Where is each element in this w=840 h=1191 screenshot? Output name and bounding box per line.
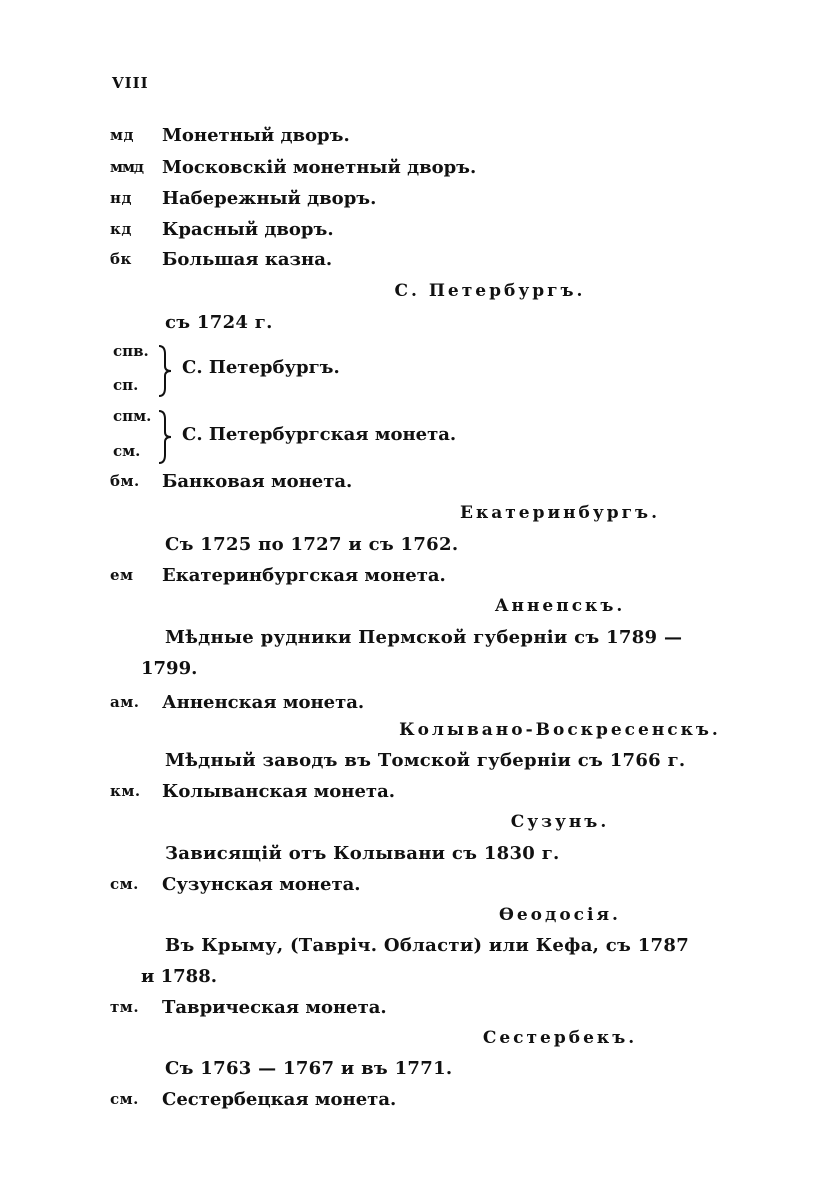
entry-text: Колыванская монета. xyxy=(162,780,395,802)
entry-text: Красный дворъ. xyxy=(162,218,334,240)
page-number: VIII xyxy=(112,74,149,92)
sesterbek-line: Съ 1763 — 1767 и въ 1771. xyxy=(165,1058,453,1079)
entry-text: Анненская монета. xyxy=(162,691,365,713)
entry-text: Монетный дворъ. xyxy=(162,124,350,146)
suzun-line: Зависящій отъ Колывани съ 1830 г. xyxy=(165,843,560,864)
kolyvan-line: Мѣдный заводъ въ Томской губерніи съ 1766 г. xyxy=(165,750,686,771)
section-heading-feodosia: Ѳеодосія. xyxy=(499,905,621,925)
annensk-line2: 1799. xyxy=(141,658,198,679)
brace-abbr-2: см. xyxy=(113,442,141,460)
entry-text: Сестербецкая монета. xyxy=(162,1088,397,1110)
spb-since: съ 1724 г. xyxy=(165,312,273,333)
entry-abbr: ем xyxy=(110,566,134,584)
entry-abbr: бм. xyxy=(110,472,140,490)
entry-text: Банковая монета. xyxy=(162,470,353,492)
section-heading-suzun: Сузунъ. xyxy=(510,812,610,832)
entry-kd xyxy=(110,215,334,243)
section-heading-annensk: Аннепскъ. xyxy=(494,596,626,616)
brace-text: С. Петербургъ. xyxy=(182,357,340,378)
entry-text: Набережный дворъ. xyxy=(162,187,377,209)
entry-sm-suzun xyxy=(110,870,361,898)
entry-md xyxy=(110,121,350,149)
feodosia-line1: Въ Крыму, (Тавріч. Области) или Кефа, съ 1787 xyxy=(165,935,690,956)
entry-am xyxy=(110,688,364,716)
right-brace-icon xyxy=(156,344,174,398)
section-heading-ekb: Екатеринбургъ. xyxy=(459,503,661,523)
entry-nd xyxy=(110,184,376,212)
section-heading-spb: С. Петербургъ. xyxy=(394,281,586,301)
annensk-line1: Мѣдные рудники Пермской губерніи съ 1789 — xyxy=(165,627,683,648)
entry-abbr: бк xyxy=(110,250,132,268)
entry-abbr: тм. xyxy=(110,998,140,1016)
section-heading-kolyvan: Колывано-Воскресенскъ. xyxy=(399,720,721,740)
entry-abbr: ам. xyxy=(110,693,140,711)
entry-abbr: см. xyxy=(110,875,139,893)
entry-text: Большая казна. xyxy=(162,248,333,270)
entry-abbr: см. xyxy=(110,1090,139,1108)
entry-sm-sesterbek xyxy=(110,1085,396,1113)
brace-abbr-1: спв. xyxy=(113,342,149,360)
entry-text: Екатеринбургская монета. xyxy=(162,564,446,586)
entry-mmd xyxy=(110,153,476,181)
entry-km xyxy=(110,777,395,805)
entry-bk xyxy=(110,245,332,273)
entry-abbr: нд xyxy=(110,189,132,207)
entry-text: Таврическая монета. xyxy=(162,996,387,1018)
entry-abbr: ммд xyxy=(110,158,144,176)
entry-tm xyxy=(110,993,387,1021)
entry-text: Сузунская монета. xyxy=(162,873,361,895)
brace-abbr-2: сп. xyxy=(113,376,139,394)
entry-abbr: мд xyxy=(110,126,135,144)
entry-abbr: кд xyxy=(110,220,132,238)
entry-em xyxy=(110,561,446,589)
entry-text: Московскій монетный дворъ. xyxy=(162,156,477,178)
section-heading-sesterbek: Сестербекъ. xyxy=(482,1028,638,1048)
ekb-dates: Съ 1725 по 1727 и съ 1762. xyxy=(165,534,459,555)
entry-abbr: км. xyxy=(110,782,141,800)
brace-abbr-1: спм. xyxy=(113,407,152,425)
entry-bm xyxy=(110,467,352,495)
brace-text: С. Петербургская монета. xyxy=(182,424,457,445)
feodosia-line2: и 1788. xyxy=(141,966,217,987)
right-brace-icon xyxy=(156,409,174,465)
